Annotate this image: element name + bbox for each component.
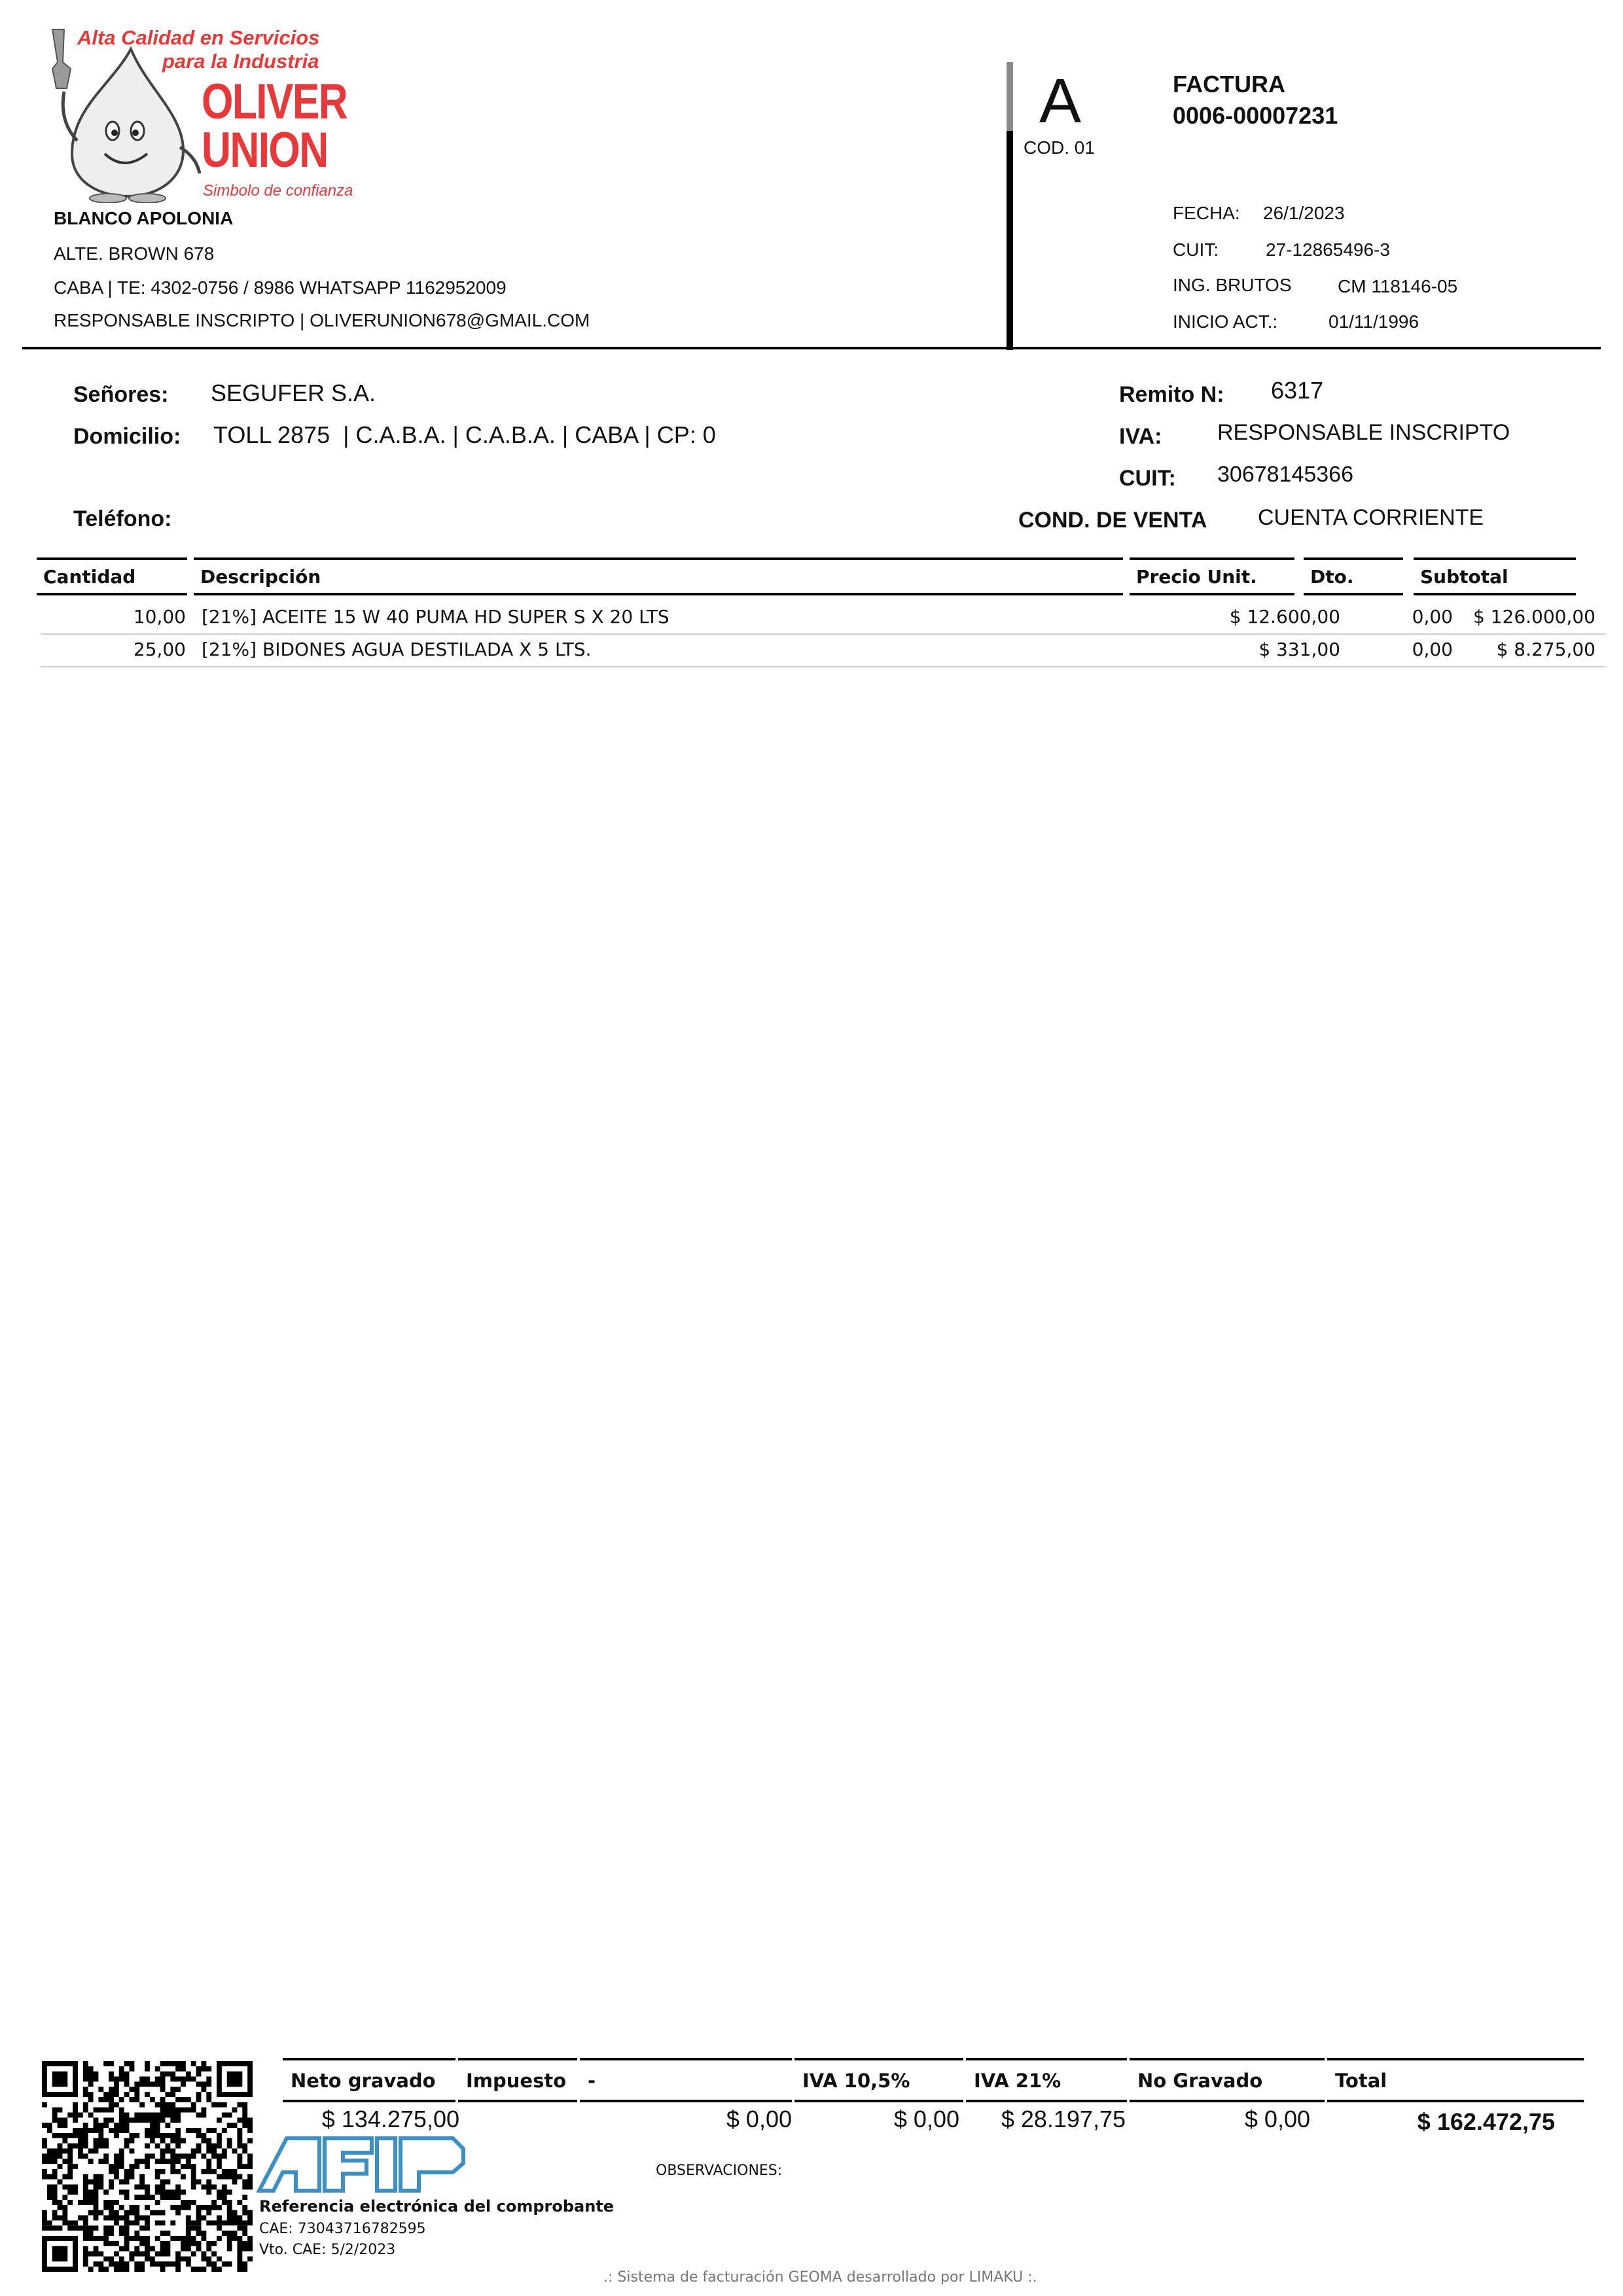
cell-dto: 0,00	[1412, 639, 1453, 660]
issuer-cuit-label: CUIT:	[1173, 239, 1219, 260]
afip-ref-label: Referencia electrónica del comprobante	[259, 2197, 615, 2216]
cell-dto: 0,00	[1412, 606, 1453, 627]
table-row	[41, 633, 1606, 667]
logo-tagline-1: Alta Calidad en Servicios	[77, 26, 320, 49]
tot-header-iva105: IVA 10,5%	[794, 2058, 963, 2102]
customer-cuit-label: CUIT:	[1119, 466, 1176, 491]
tot-header-impuesto: Impuesto	[458, 2058, 577, 2102]
inicio-value: 01/11/1996	[1329, 311, 1419, 332]
tot-header-dash: -	[580, 2058, 792, 2102]
footer-credit: .: Sistema de facturación GEOMA desarrollado por LIMAKU :.	[603, 2269, 1037, 2286]
logo-tagline-2: para la Industria	[162, 50, 319, 73]
fecha-label: FECHA:	[1173, 203, 1240, 223]
qr-code-icon	[42, 2061, 253, 2272]
table-row	[41, 601, 1606, 635]
remito-value: 6317	[1271, 377, 1324, 404]
tot-value-dash: $ 0,00	[726, 2106, 792, 2132]
cell-subtotal: $ 126.000,00	[1472, 606, 1596, 627]
invoice-letter: A	[1039, 66, 1082, 136]
cell-precio: $ 12.600,00	[1229, 606, 1340, 627]
col-header-subtotal: Subtotal	[1414, 557, 1576, 595]
tot-header-total: Total	[1327, 2058, 1584, 2102]
afip-cae: CAE: 73043716782595	[259, 2221, 426, 2237]
issuer-name: BLANCO APOLONIA	[54, 208, 234, 228]
tot-value-total: $ 162.472,75	[1417, 2108, 1555, 2135]
header-divider-accent	[1007, 62, 1013, 131]
domicilio-label: Domicilio:	[73, 424, 181, 449]
iva-label: IVA:	[1119, 424, 1162, 449]
tot-header-no-gravado: No Gravado	[1130, 2058, 1325, 2102]
tot-value-no-gravado: $ 0,00	[1244, 2106, 1310, 2132]
observaciones-label: OBSERVACIONES:	[656, 2163, 783, 2179]
customer-cuit-value: 30678145366	[1217, 462, 1354, 487]
issuer-contact: CABA | TE: 4302-0756 / 8986 WHATSAPP 1162952009	[54, 277, 507, 298]
tot-value-iva21: $ 28.197,75	[1001, 2106, 1126, 2132]
afip-logo-icon	[257, 2134, 466, 2195]
afip-cae-vto: Vto. CAE: 5/2/2023	[259, 2242, 396, 2258]
qr-code	[42, 2061, 253, 2272]
cell-subtotal: $ 8.275,00	[1496, 639, 1596, 660]
iva-value: RESPONSABLE INSCRIPTO	[1217, 420, 1510, 445]
afip-logo	[257, 2134, 466, 2195]
senores-label: Señores:	[73, 382, 169, 407]
tot-header-neto: Neto gravado	[283, 2058, 455, 2102]
cell-descripcion: [21%] BIDONES AGUA DESTILADA X 5 LTS.	[202, 639, 592, 660]
iibb-label: ING. BRUTOS	[1173, 275, 1292, 295]
col-header-cantidad: Cantidad	[37, 557, 187, 595]
cell-cantidad: 25,00	[133, 639, 186, 660]
cond-venta-label: COND. DE VENTA	[1018, 508, 1207, 533]
invoice-number: 0006-00007231	[1173, 102, 1338, 129]
tot-value-neto: $ 134.275,00	[321, 2106, 459, 2132]
logo-brand-2: UNION	[202, 122, 328, 178]
issuer-tax-email: RESPONSABLE INSCRIPTO | OLIVERUNION678@GMAIL.COM	[54, 310, 590, 330]
tot-value-iva105: $ 0,00	[893, 2106, 959, 2132]
col-header-dto: Dto.	[1304, 557, 1403, 595]
issuer-cuit-value: 27-12865496-3	[1266, 239, 1390, 260]
cond-venta-value: CUENTA CORRIENTE	[1258, 505, 1484, 530]
remito-label: Remito N:	[1119, 382, 1224, 407]
col-header-precio: Precio Unit.	[1130, 557, 1294, 595]
cell-cantidad: 10,00	[133, 606, 186, 627]
invoice-type: FACTURA	[1173, 71, 1285, 97]
header-bottom-rule	[22, 347, 1601, 349]
cell-precio: $ 331,00	[1258, 639, 1340, 660]
domicilio-value: TOLL 2875 | C.A.B.A. | C.A.B.A. | CABA | CP: 0	[213, 421, 716, 448]
logo-slogan: Simbolo de confianza	[203, 182, 353, 200]
inicio-label: INICIO ACT.:	[1173, 311, 1278, 332]
fecha-value: 26/1/2023	[1263, 203, 1345, 223]
invoice-code: COD. 01	[1024, 137, 1095, 158]
iibb-value: CM 118146-05	[1338, 276, 1458, 296]
issuer-address: ALTE. BROWN 678	[54, 243, 215, 264]
col-header-descripcion: Descripción	[194, 557, 1123, 595]
logo-brand-1: OLIVER	[202, 74, 348, 130]
senores-value: SEGUFER S.A.	[211, 380, 376, 406]
telefono-label: Teléfono:	[73, 506, 172, 531]
cell-descripcion: [21%] ACEITE 15 W 40 PUMA HD SUPER S X 20 LTS	[202, 606, 669, 627]
tot-header-iva21: IVA 21%	[966, 2058, 1127, 2102]
